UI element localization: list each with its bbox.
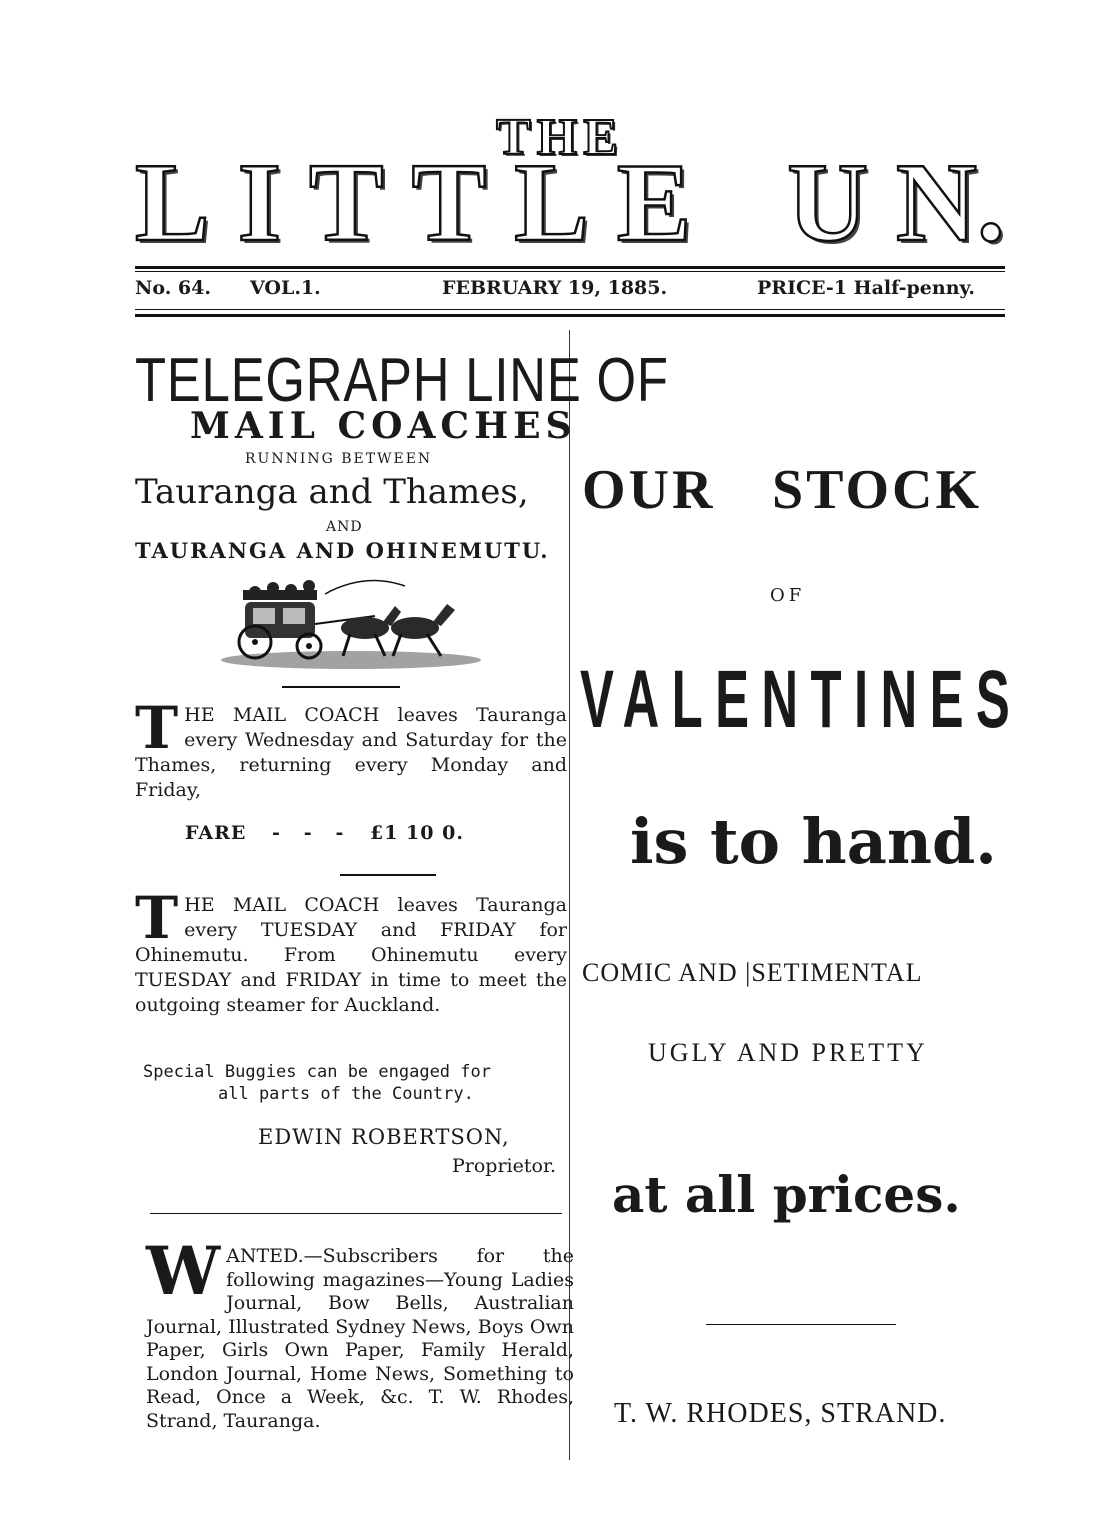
fare-label: FARE <box>185 822 247 844</box>
valentines-heading: VALENTINES <box>580 654 1023 745</box>
stock-word: STOCK <box>772 459 983 521</box>
all-prices-text: at all prices. <box>612 1165 961 1224</box>
section-rule <box>706 1324 896 1325</box>
fare-dashes: - - - <box>272 822 345 844</box>
wanted-ad <box>146 1232 574 1433</box>
issue-volume: VOL.1. <box>250 277 321 299</box>
masthead-letter: T <box>411 141 487 265</box>
tauranga-thames-paragraph <box>135 694 567 803</box>
route-and: AND <box>326 519 363 535</box>
masthead-letter: E <box>616 141 692 265</box>
masthead-rule-top <box>135 266 1005 269</box>
section-rule <box>282 686 400 688</box>
to-hand-text: is to hand. <box>630 805 997 878</box>
issue-price: PRICE-1 Half-penny. <box>757 277 975 299</box>
running-between-text: RUNNING BETWEEN <box>245 451 433 467</box>
masthead-letter: I <box>237 141 282 265</box>
section-rule <box>340 874 436 876</box>
masthead-letter: L <box>135 141 210 265</box>
wanted-text: ANTED.—Subscribers for the following magazines—Young Ladies Journal, Bow Bells, Australian Journal, Illustrated Sydney News, Boys Own Paper, Girls Own Paper, Family Herald, London Journal, Home News, Something to Read, Once a Week, &c. T. W. Rhodes, Strand, Tauranga. <box>146 1245 574 1432</box>
proprietor-title: Proprietor. <box>452 1155 556 1177</box>
route-tauranga-ohinemutu: TAURANGA AND OHINEMUTU. <box>135 538 550 563</box>
route-tauranga-thames: Tauranga and Thames, <box>135 472 529 512</box>
dropcap: T <box>135 884 179 952</box>
mail-coaches-subhead: MAIL COACHES <box>190 405 577 447</box>
masthead-title <box>135 141 1005 265</box>
masthead-letter: N. <box>896 141 1005 265</box>
masthead-spacer <box>719 148 759 258</box>
ohinemutu-paragraph <box>135 884 567 1018</box>
mail-coach-illustration <box>215 572 487 672</box>
section-rule <box>150 1213 562 1214</box>
paragraph-text: HE MAIL COACH leaves Tauranga every TUESDAY and FRIDAY for Ohinemutu. From Ohinemutu every TUESDAY and FRIDAY in time to meet the outgoing steamer for Auckland. <box>135 894 567 1016</box>
fare-line <box>185 822 464 844</box>
telegraph-headline: TELEGRAPH LINE OF <box>135 346 669 415</box>
fare-value: £1 10 0. <box>370 822 464 844</box>
dropcap: W <box>146 1232 221 1310</box>
masthead-letter: T <box>309 141 384 265</box>
dateline-rule-thick <box>135 314 1005 317</box>
special-buggies-line1: Special Buggies can be engaged for <box>143 1062 491 1082</box>
proprietor-name: EDWIN ROBERTSON, <box>258 1125 510 1149</box>
issue-number: No. 64. <box>135 277 211 299</box>
masthead-letter: U <box>787 141 869 265</box>
of-word: OF <box>770 585 806 606</box>
special-buggies-line2: all parts of the Country. <box>218 1084 474 1104</box>
dateline-rule <box>135 309 1005 310</box>
rhodes-signature: T. W. RHODES, STRAND. <box>614 1398 947 1429</box>
dateline <box>135 277 1005 303</box>
masthead-letter: L <box>514 141 589 265</box>
comic-sentimental-text: COMIC AND |SETIMENTAL <box>582 958 923 987</box>
issue-date: FEBRUARY 19, 1885. <box>442 277 668 299</box>
ugly-pretty-text: UGLY AND PRETTY <box>648 1038 928 1067</box>
masthead-the: THE <box>496 109 624 166</box>
dropcap: T <box>135 694 179 762</box>
paragraph-text: HE MAIL COACH leaves Tauranga every Wednesday and Saturday for the Thames, returning every Monday and Friday, <box>135 704 567 801</box>
masthead-rule-top-thin <box>135 271 1005 272</box>
our-word: OUR <box>582 459 716 521</box>
